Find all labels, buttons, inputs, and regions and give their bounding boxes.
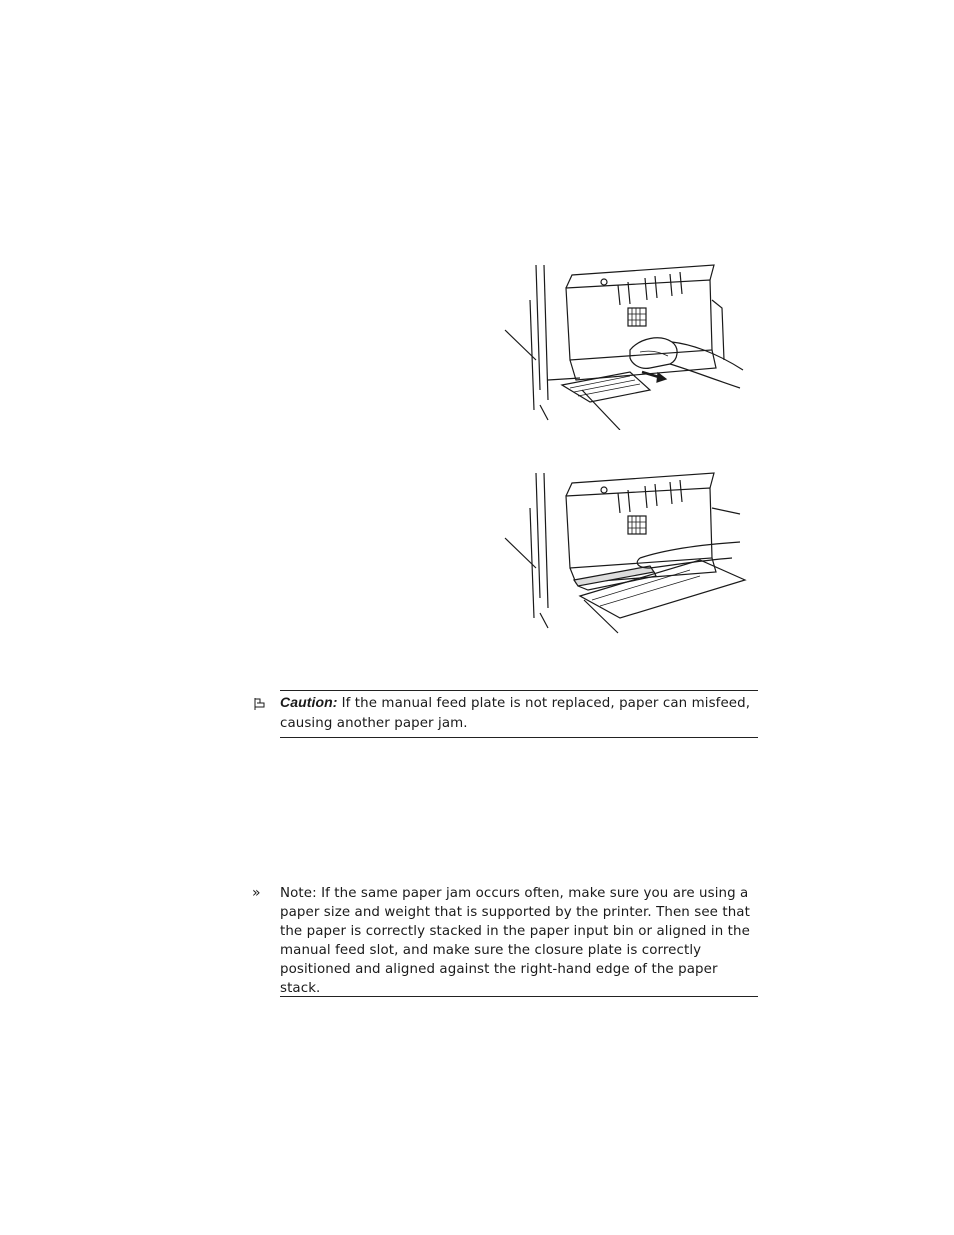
caution-top-rule [280, 690, 758, 691]
illustration-replace-plate [500, 468, 750, 638]
caution-label: Caution: [280, 694, 338, 710]
printer-drawing [500, 260, 750, 430]
illustration-remove-paper [500, 260, 750, 430]
note-bottom-rule [280, 996, 758, 997]
caution-bottom-rule [280, 737, 758, 738]
note-marker: » [252, 885, 261, 901]
caution-paragraph [280, 693, 758, 733]
caution-hand-icon [253, 696, 265, 710]
printer-drawing [500, 468, 750, 638]
note-paragraph: Note: If the same paper jam occurs often, make sure you are using a paper size and weight that is supported by the printer. Then see that the paper is correctly stacked in the paper input bin or aligned in the manual feed slot, and make sure the closure plate is correctly positioned and aligned against the right-hand edge of the paper stack. [280, 886, 750, 996]
caution-body: If the manual feed plate is not replaced, paper can misfeed, causing another paper jam. [280, 696, 751, 731]
